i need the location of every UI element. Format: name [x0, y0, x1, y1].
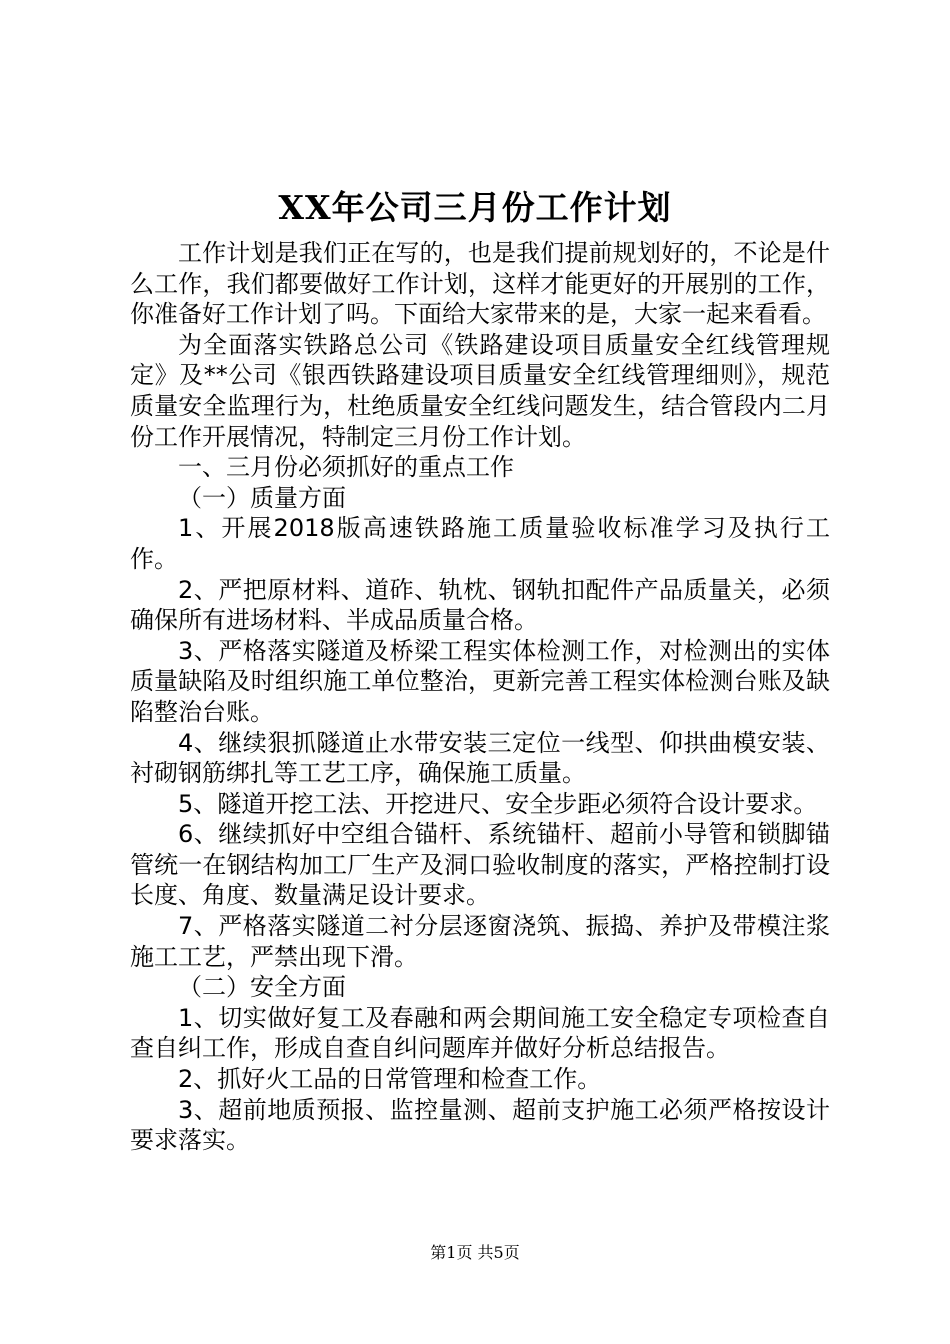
purpose-paragraph: 为全面落实铁路总公司《铁路建设项目质量安全红线管理规定》及**公司《银西铁路建设项目质量安全红线管理细则》，规范质量安全监理行为，杜绝质量安全红线问题发生，结合管段内二月份工作开展情况，特制定三月份工作计划。: [130, 330, 830, 451]
subsection-heading-quality: （一）质量方面: [178, 483, 346, 512]
intro-paragraph: 工作计划是我们正在写的，也是我们提前规划好的，不论是什么工作，我们都要做好工作计划，这样才能更好的开展别的工作，你准备好工作计划了吗。下面给大家带来的是，大家一起来看看。: [130, 239, 830, 329]
safety-item-3: 3、超前地质预报、监控量测、超前支护施工必须严格按设计要求落实。: [130, 1095, 830, 1155]
safety-item-1: 1、切实做好复工及春融和两会期间施工安全稳定专项检查自查自纠工作，形成自查自纠问题库并做好分析总结报告。: [130, 1003, 830, 1063]
page-footer: 第1页 共5页: [430, 1243, 520, 1262]
quality-item-6: 6、继续抓好中空组合锚杆、系统锚杆、超前小导管和锁脚锚管统一在钢结构加工厂生产及洞口验收制度的落实，严格控制打设长度、角度、数量满足设计要求。: [130, 820, 830, 910]
quality-item-3: 3、严格落实隧道及桥梁工程实体检测工作，对检测出的实体质量缺陷及时组织施工单位整治，更新完善工程实体检测台账及缺陷整治台账。: [130, 636, 830, 726]
quality-item-1: 1、开展2018版高速铁路施工质量验收标准学习及执行工作。: [130, 514, 830, 573]
document-body: [130, 238, 830, 1156]
quality-item-5: 5、隧道开挖工法、开挖进尺、安全步距必须符合设计要求。: [178, 789, 818, 818]
section-heading-key-work: 一、三月份必须抓好的重点工作: [178, 453, 514, 482]
quality-item-7: 7、严格落实隧道二衬分层逐窗浇筑、振捣、养护及带模注浆施工工艺，严禁出现下滑。: [130, 912, 830, 971]
document-title: XX年公司三月份工作计划: [278, 188, 672, 227]
quality-item-4: 4、继续狠抓隧道止水带安装三定位一线型、仰拱曲模安装、衬砌钢筋绑扎等工艺工序，确保施工质量。: [130, 728, 830, 788]
safety-item-2: 2、抓好火工品的日常管理和检查工作。: [178, 1065, 602, 1094]
quality-item-2: 2、严把原材料、道砟、轨枕、钢轨扣配件产品质量关，必须确保所有进场材料、半成品质量合格。: [130, 575, 830, 635]
subsection-heading-safety: （二）安全方面: [178, 973, 346, 1002]
